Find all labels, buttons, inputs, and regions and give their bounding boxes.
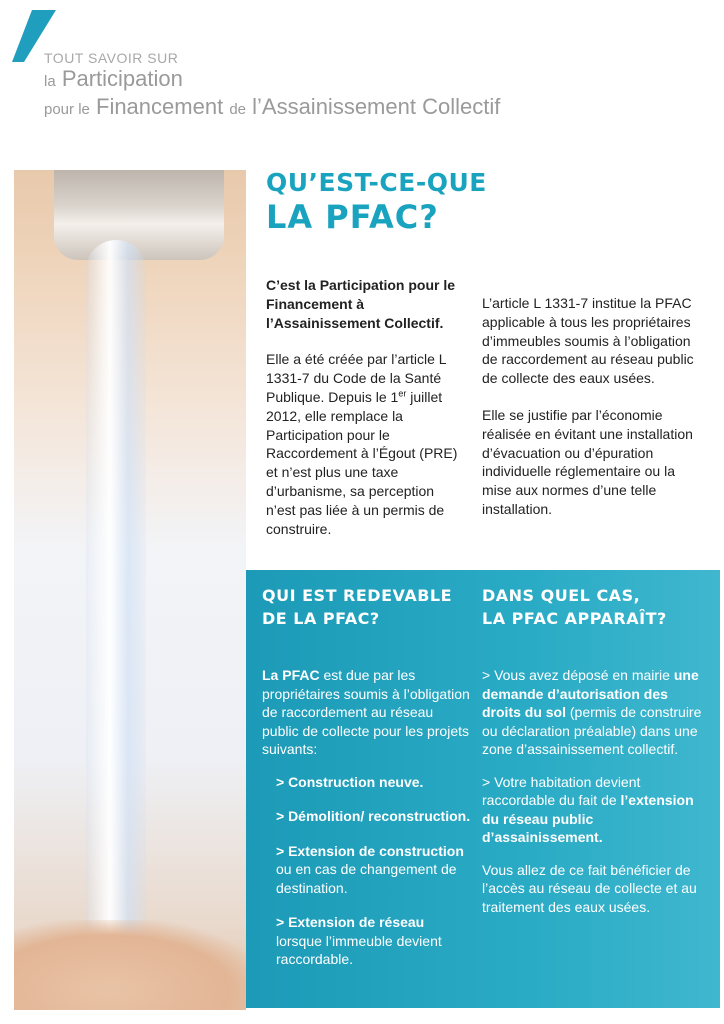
- list-item: > Extension de construction ou en cas de changement de destination.: [276, 842, 464, 896]
- document-header: [44, 50, 500, 122]
- who-pays-intro: La PFAC est due par les propriétaires soumis à l’obligation de raccordement au réseau public de collecte pour les projets suivants:: [262, 667, 470, 757]
- water-stream-shape: [86, 240, 146, 1000]
- benefit-paragraph: Vous allez de ce fait bénéficier de l’accès au réseau de collecte et au traitement des eaux usées.: [482, 861, 697, 915]
- case-paragraph-1: > Vous avez déposé en mairie une demande d’autorisation des droits du sol (permis de construire ou déclaration préalable) dans une zone d’assainissement collectif.: [482, 667, 702, 757]
- article-paragraph: L’article L 1331-7 institue la PFAC applicable à tous les propriétaires d’immeubles soumis à l’obligation de raccordement au réseau public de collecte des eaux usées.: [482, 295, 694, 387]
- history-paragraph: Elle a été créée par l’article L 1331-7 du Code de la Santé Publique. Depuis le 1er juillet 2012, elle remplace la Participation pour le Raccordement à l’Égout (PRE) et n’est plus une taxe d’urbanisme, sa perception n’est pas liée à un permis de construire.: [266, 351, 458, 537]
- who-pays-title: QUI EST REDEVABLE DE LA PFAC?: [262, 586, 453, 628]
- list-item: > Extension de réseau lorsque l’immeuble devient raccordable.: [276, 914, 442, 967]
- section-title-line-1: QU’EST-CE-QUE: [266, 168, 487, 197]
- header-line-1: TOUT SAVOIR SUR: [44, 50, 179, 66]
- header-line-2: la Participation: [44, 66, 183, 91]
- list-item: > Démolition/ reconstruction.: [276, 808, 471, 824]
- lead-paragraph: C’est la Participation pour le Financement à l’Assainissement Collectif.: [266, 277, 456, 331]
- section-title-line-2: LA PFAC?: [266, 198, 439, 236]
- hand-shape: [14, 920, 246, 1010]
- project-list: [262, 773, 472, 969]
- case-paragraph-2: > Votre habitation devient raccordable du fait de l’extension du réseau public d’assainissement.: [482, 773, 694, 845]
- who-pays-section: [262, 584, 472, 985]
- faucet-shape: [54, 170, 224, 260]
- left-text-column: [266, 276, 466, 556]
- water-tap-photo: [14, 170, 246, 1010]
- right-text-column: [482, 294, 702, 537]
- justification-paragraph: Elle se justifie par l’économie réalisée en évitant une installation d’évacuation ou d’épuration individuelle réglementaire ou la mise aux normes d’une telle installation.: [482, 406, 693, 517]
- header-line-3: pour le Financement de l’Assainissement Collectif: [44, 94, 501, 119]
- list-item: > Construction neuve.: [276, 773, 424, 790]
- when-applies-title: DANS QUEL CAS, LA PFAC APPARAÎT?: [482, 586, 667, 628]
- when-applies-section: [482, 584, 706, 930]
- info-box: [246, 570, 720, 1008]
